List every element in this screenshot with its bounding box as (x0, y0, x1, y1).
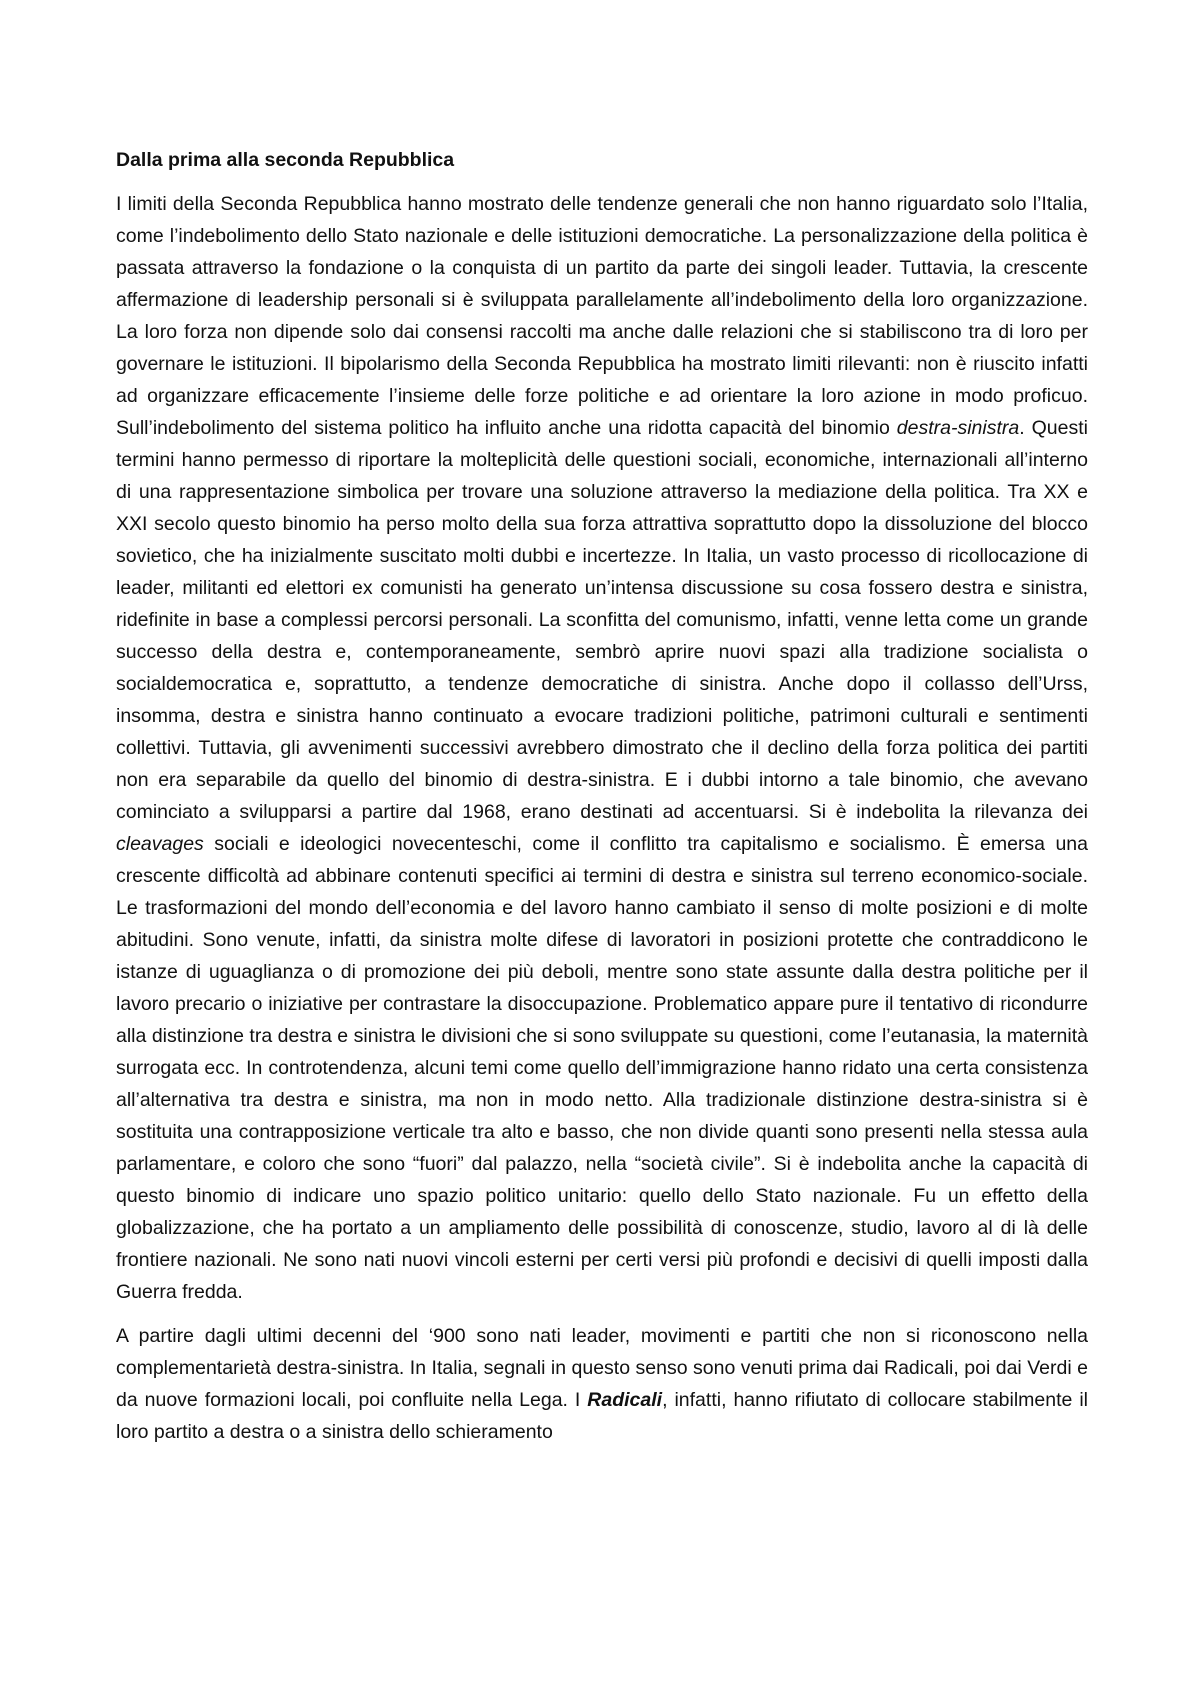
paragraph-2-text-a: A partire dagli ultimi decenni del ‘900 sono nati leader, movimenti e partiti che non si riconoscono nella complementarietà destra-sinistra. In Italia, segnali in questo senso sono venuti prima dai Radicali, poi dai Verdi e da nuove formazioni locali, poi confluite nella Lega. I (116, 1325, 1088, 1411)
paragraph-1-italic-cleavages: cleavages (116, 833, 204, 855)
paragraph-2-bold-radicali: Radicali (587, 1389, 663, 1411)
paragraph-1-text-c: sociali e ideologici novecenteschi, come il conflitto tra capitalismo e socialismo. È emersa una crescente difficoltà ad abbinare contenuti specifici ai termini di destra e sinistra sul terreno economico-sociale. Le trasformazioni del mondo dell’economia e del lavoro hanno cambiato il senso di molte posizioni e di molte abitudini. Sono venute, infatti, da sinistra molte difese di lavoratori in posizioni protette che contraddicono le istanze di uguaglianza o di promozione dei più deboli, mentre sono state assunte dalla destra politiche per il lavoro precario o iniziative per contrastare la disoccupazione. Problematico appare pure il tentativo di ricondurre alla distinzione tra destra e sinistra le divisioni che si sono sviluppate su questioni, come l’eutanasia, la maternità surrogata ecc. In controtendenza, alcuni temi come quello dell’immigrazione hanno ridato una certa consistenza all’alternativa tra destra e sinistra, ma non in modo netto. Alla tradizionale distinzione destra-sinistra si è sostituita una contrapposizione verticale tra alto e basso, che non divide quanti sono presenti nella stessa aula parlamentare, e coloro che sono “fuori” dal palazzo, nella “società civile”. Si è indebolita anche la capacità di questo binomio di indicare uno spazio politico unitario: quello dello Stato nazionale. Fu un effetto della globalizzazione, che ha portato a un ampliamento delle possibilità di conoscenze, studio, lavoro al di là delle frontiere nazionali. Ne sono nati nuovi vincoli esterni per certi versi più profondi e decisivi di quelli imposti dalla Guerra fredda. (116, 833, 1088, 1303)
paragraph-1-text-b: . Questi termini hanno permesso di riportare la molteplicità delle questioni sociali, economiche, internazionali all’interno di una rappresentazione simbolica per trovare una soluzione attraverso la mediazione della politica. Tra XX e XXI secolo questo binomio ha perso molto della sua forza attrattiva soprattutto dopo la dissoluzione del blocco sovietico, che ha inizialmente suscitato molti dubbi e incertezze. In Italia, un vasto processo di ricollocazione di leader, militanti ed elettori ex comunisti ha generato un’intensa discussione su cosa fossero destra e sinistra, ridefinite in base a complessi percorsi personali. La sconfitta del comunismo, infatti, venne letta come un grande successo della destra e, contemporaneamente, sembrò aprire nuovi spazi alla tradizione socialista o socialdemocratica e, soprattutto, a tendenze democratiche di sinistra. Anche dopo il collasso dell’Urss, insomma, destra e sinistra hanno continuato a evocare tradizioni politiche, patrimoni culturali e sentimenti collettivi. Tuttavia, gli avvenimenti successivi avrebbero dimostrato che il declino della forza politica dei partiti non era separabile da quello del binomio di destra-sinistra. E i dubbi intorno a tale binomio, che avevano cominciato a svilupparsi a partire dal 1968, erano destinati ad accentuarsi. Si è indebolita la rilevanza dei (116, 417, 1088, 823)
paragraph-1-text-a: I limiti della Seconda Repubblica hanno mostrato delle tendenze generali che non hanno riguardato solo l’Italia, come l’indebolimento dello Stato nazionale e delle istituzioni democratiche. La personalizzazione della politica è passata attraverso la fondazione o la conquista di un partito da parte dei singoli leader. Tuttavia, la crescente affermazione di leadership personali si è sviluppata parallelamente all’indebolimento della loro organizzazione. La loro forza non dipende solo dai consensi raccolti ma anche dalle relazioni che si stabiliscono tra di loro per governare le istituzioni. Il bipolarismo della Seconda Repubblica ha mostrato limiti rilevanti: non è riuscito infatti ad organizzare efficacemente l’insieme delle forze politiche e ad orientare la loro azione in modo proficuo. Sull’indebolimento del sistema politico ha influito anche una ridotta capacità del binomio (116, 193, 1088, 439)
paragraph-2-text-b: , infatti, hanno rifiutato di collocare stabilmente il loro partito a destra o a sinistra dello schieramento (116, 1389, 1088, 1443)
document-page (116, 144, 1088, 1448)
paragraph-1-italic-destra-sinistra: destra-sinistra (896, 417, 1020, 439)
paragraph-2 (116, 1320, 1088, 1448)
document-title: Dalla prima alla seconda Repubblica (116, 149, 455, 171)
paragraph-1 (116, 188, 1088, 1308)
